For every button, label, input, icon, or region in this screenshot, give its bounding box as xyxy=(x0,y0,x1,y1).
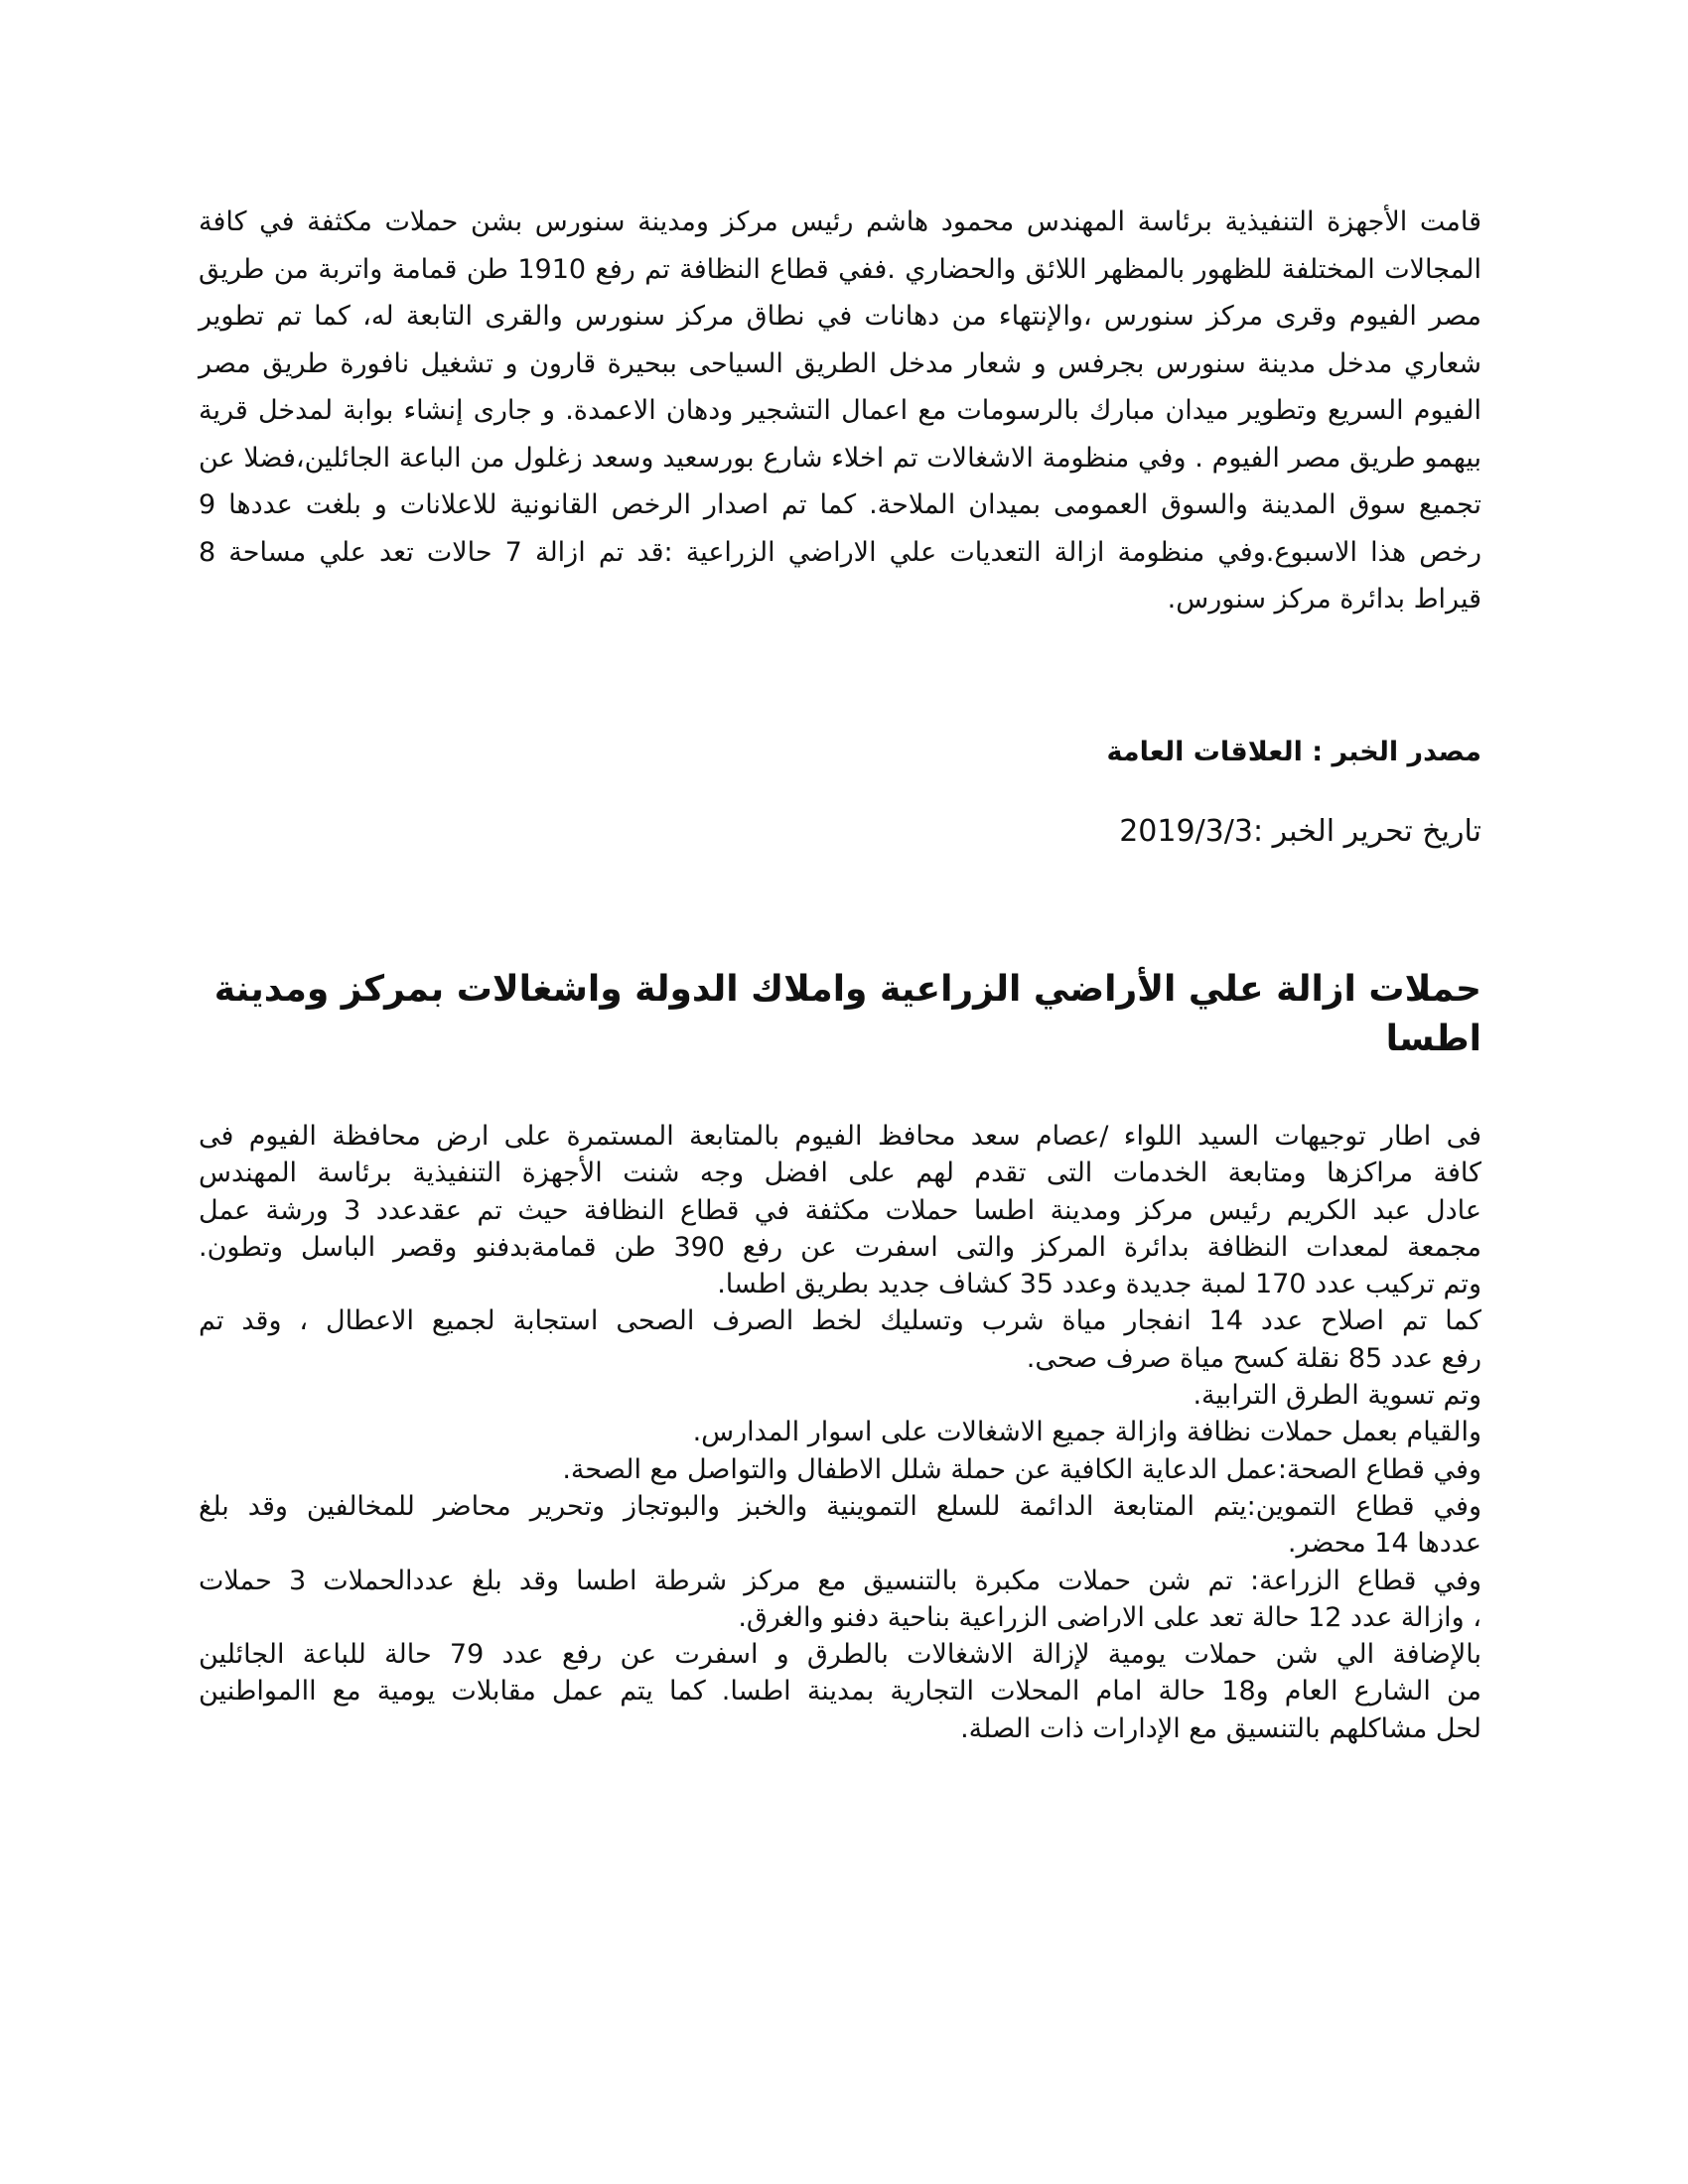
story2-line: كافة مراكزها ومتابعة الخدمات التى تقدم لهم على افضل وجه شنت الأجهزة التنفيذية برئاسة المهندس xyxy=(199,1158,1481,1189)
news-source-line: مصدر الخبر : العلاقات العامة xyxy=(1106,737,1481,767)
story2-line: رفع عدد 85 نقلة كسح مياة صرف صحى. xyxy=(1026,1342,1481,1374)
story2-line: وتم تسوية الطرق الترابية. xyxy=(1193,1380,1481,1412)
story2-line: وفي قطاع الزراعة: تم شن حملات مكبرة بالتنسيق مع مركز شرطة اطسا وقد بلغ عددالحملات 3 حملات xyxy=(199,1565,1481,1596)
story2-line: مجمعة لمعدات النظافة بدائرة المركز والتى اسفرت عن رفع 390 طن قمامةبدفنو وقصر الباسل وتطون. xyxy=(199,1231,1481,1263)
story2-line: والقيام بعمل حملات نظافة وازالة جميع الاشغالات على اسوار المدارس. xyxy=(692,1417,1481,1448)
story2-line: كما تم اصلاح عدد 14 انفجار مياة شرب وتسليك لخط الصرف الصحى استجابة لجميع الاعطال ، وقد تم xyxy=(199,1305,1481,1337)
story2-line: عددها 14 محضر. xyxy=(1287,1528,1481,1560)
story2-line: فى اطار توجيهات السيد اللواء /عصام سعد محافظ الفيوم بالمتابعة المستمرة على ارض محافظة الفيوم فى xyxy=(199,1121,1481,1152)
story2-line: من الشارع العام و18 حالة امام المحلات التجارية بمدينة اطسا. كما يتم عمل مقابلات يومية مع االمواطنين xyxy=(199,1676,1481,1707)
story2-line: بالإضافة الي شن حملات يومية لإزالة الاشغالات بالطرق و اسفرت عن رفع عدد 79 حالة للباعة الجائلين xyxy=(199,1639,1482,1671)
news-date-line: تاريخ تحرير الخبر :2019/3/3 xyxy=(1119,814,1481,849)
story2-line: ، وازالة عدد 12 حالة تعد على الاراضى الزراعية بناحية دفنو والغرق. xyxy=(738,1601,1481,1633)
story2-line: وفي قطاع التموين:يتم المتابعة الدائمة للسلع التموينية والخبز والبوتجاز وتحرير محاضر للمخالفين وقد بلغ xyxy=(199,1490,1481,1522)
story2-headline: حملات ازالة علي الأراضي الزراعية واملاك الدولة واشغالات بمركز ومدينة اطسا xyxy=(213,969,1481,1059)
story1-body-paragraph: قامت الأجهزة التنفيذية برئاسة المهندس محمود هاشم رئيس مركز ومدينة سنورس بشن حملات مكثفة في كافة المجالات المختلفة للظهور بالمظهر اللائق والحضاري .ففي قطاع النظافة تم رفع 1910 طن قمامة واتربة من طريق مصر الفيوم وقرى مركز سنورس ،والإنتهاء من دهانات في نطاق مركز سنورس والقرى التابعة له، كما تم تطوير شعاري مدخل مدينة سنورس بجرفس و شعار مدخل الطريق السياحى ببحيرة قارون و تشغيل نافورة طريق مصر الفيوم السريع وتطوير ميدان مبارك بالرسومات مع اعمال التشجير ودهان الاعمدة. و جارى إنشاء بوابة لمدخل قرية بيهمو طريق مصر الفيوم . وفي منظومة الاشغالات تم اخلاء شارع بورسعيد وسعد زغلول من الباعة الجائلين،فضلا عن تجميع سوق المدينة والسوق العمومى بميدان الملاحة. كما تم اصدار الرخص القانونية للاعلانات و بلغت عددها 9 رخص هذا الاسبوع.وفي منظومة ازالة التعديات علي الاراضي الزراعية :قد تم ازالة 7 حالات تعد علي مساحة 8 قيراط بدائرة مركز سنورس. xyxy=(199,206,1481,614)
story2-body xyxy=(199,1118,1481,1747)
story2-line: لحل مشاكلهم بالتنسيق مع الإدارات ذات الصلة. xyxy=(960,1712,1481,1744)
story2-line: عادل عبد الكريم رئيس مركز ومدينة اطسا حملات مكثفة في قطاع النظافة حيث تم عقدعدد 3 ورشة عمل xyxy=(199,1194,1482,1226)
story2-line: وفي قطاع الصحة:عمل الدعاية الكافية عن حملة شلل الاطفال والتواصل مع الصحة. xyxy=(562,1453,1481,1485)
story2-line: وتم تركيب عدد 170 لمبة جديدة وعدد 35 كشاف جديد بطريق اطسا. xyxy=(717,1269,1481,1300)
